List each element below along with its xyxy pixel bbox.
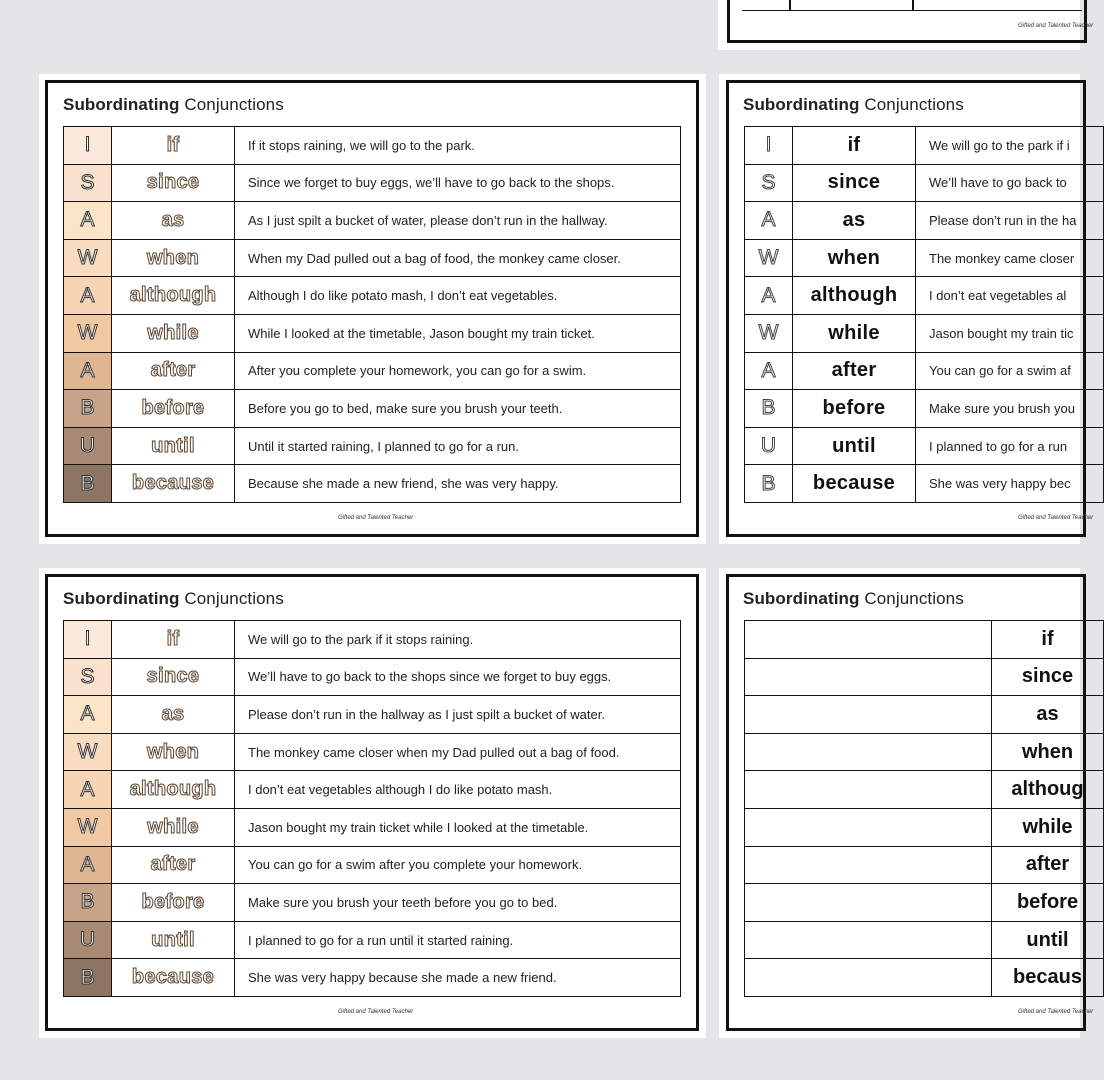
example-sentence: I don’t eat vegetables al — [916, 277, 1104, 315]
table-row — [64, 202, 681, 240]
table-row — [64, 314, 681, 352]
conjunction-word: as — [992, 696, 1104, 734]
table-row — [745, 352, 1104, 390]
blank-answer-cell — [745, 808, 992, 846]
acronym-letter: A — [64, 277, 112, 315]
conjunction-word: while — [992, 808, 1104, 846]
example-sentence: If it stops raining, we will go to the park. — [235, 127, 681, 165]
worksheet-2 — [719, 74, 1094, 544]
conjunction-word: after — [112, 846, 235, 884]
example-sentence: Please don’t run in the hallway as I just spilt a bucket of water. — [235, 696, 681, 734]
example-sentence: When my Dad pulled out a bag of food, the monkey came closer. — [235, 239, 681, 277]
conjunction-word: after — [793, 352, 916, 390]
acronym-letter: B — [64, 390, 112, 428]
acronym-letter: A — [64, 202, 112, 240]
acronym-letter: U — [64, 427, 112, 465]
blank-answer-cell — [745, 921, 992, 959]
acronym-letter: B — [64, 465, 112, 503]
acronym-letter: A — [64, 846, 112, 884]
acronym-letter: S — [745, 164, 793, 202]
table-row — [64, 239, 681, 277]
worksheet-1 — [39, 74, 706, 544]
conjunction-word: until — [112, 427, 235, 465]
worksheet-3 — [39, 568, 706, 1038]
table-row — [745, 164, 1104, 202]
acronym-letter: A — [64, 696, 112, 734]
example-sentence: Please don’t run in the ha — [916, 202, 1104, 240]
conjunction-word: while — [112, 314, 235, 352]
blank-answer-cell — [745, 733, 992, 771]
conjunction-word: after — [992, 846, 1104, 884]
acronym-letter: S — [64, 164, 112, 202]
table-row — [745, 277, 1104, 315]
table-row — [745, 390, 1104, 428]
worksheet-4 — [719, 568, 1094, 1038]
conjunction-table — [63, 620, 681, 997]
conjunction-word: as — [112, 202, 235, 240]
acronym-letter: B — [745, 390, 793, 428]
conjunction-word: before — [112, 390, 235, 428]
acronym-letter: A — [745, 352, 793, 390]
conjunction-word: if — [112, 621, 235, 659]
example-sentence: We’ll have to go back to the shops since we forget to buy eggs. — [235, 658, 681, 696]
acronym-letter: B — [64, 959, 112, 997]
acronym-letter: A — [745, 277, 793, 315]
acronym-letter: I — [745, 127, 793, 165]
conjunction-word: before — [793, 390, 916, 428]
table-row — [745, 658, 1104, 696]
example-sentence: Since we forget to buy eggs, we’ll have to go back to the shops. — [235, 164, 681, 202]
logo-text: Gifted and Talented Teacher — [338, 1009, 414, 1015]
table-row — [64, 959, 681, 997]
logo-text: Gifted and Talented Teacher — [1018, 515, 1094, 521]
table-row — [64, 621, 681, 659]
conjunction-word: since — [793, 164, 916, 202]
example-sentence: We will go to the park if i — [916, 127, 1104, 165]
conjunction-word: since — [112, 658, 235, 696]
example-sentence: Jason bought my train ticket while I looked at the timetable. — [235, 808, 681, 846]
conjunction-table — [63, 126, 681, 503]
example-sentence: I planned to go for a run — [916, 427, 1104, 465]
table-row — [64, 846, 681, 884]
blank-answer-cell — [745, 771, 992, 809]
conjunction-word: although — [112, 771, 235, 809]
conjunction-word: if — [112, 127, 235, 165]
example-sentence: We will go to the park if it stops raining. — [235, 621, 681, 659]
example-sentence: Although I do like potato mash, I don’t eat vegetables. — [235, 277, 681, 315]
example-sentence: While I looked at the timetable, Jason bought my train ticket. — [235, 314, 681, 352]
logo-text: Gifted and Talented Teacher — [1018, 1009, 1094, 1015]
conjunction-word: because — [112, 959, 235, 997]
acronym-letter: A — [64, 771, 112, 809]
acronym-letter: W — [64, 808, 112, 846]
blank-answer-cell — [745, 621, 992, 659]
table-row — [745, 884, 1104, 922]
conjunction-word: until — [112, 921, 235, 959]
acronym-letter: W — [745, 314, 793, 352]
acronym-letter: A — [745, 202, 793, 240]
acronym-letter: W — [745, 239, 793, 277]
table-row — [745, 959, 1104, 997]
blank-answer-cell — [745, 884, 992, 922]
conjunction-word: while — [793, 314, 916, 352]
acronym-letter: W — [64, 733, 112, 771]
acronym-letter: W — [64, 239, 112, 277]
sheet-title: Subordinating Conjunctions — [63, 589, 284, 608]
example-sentence: Make sure you brush you — [916, 390, 1104, 428]
conjunction-word: until — [793, 427, 916, 465]
conjunction-word: until — [992, 921, 1104, 959]
conjunction-word: when — [112, 733, 235, 771]
example-sentence: We’ll have to go back to — [916, 164, 1104, 202]
conjunction-word: becaus — [992, 959, 1104, 997]
conjunction-word: although — [793, 277, 916, 315]
example-sentence: She was very happy bec — [916, 465, 1104, 503]
table-row — [745, 921, 1104, 959]
conjunction-word: before — [992, 884, 1104, 922]
table-row — [64, 352, 681, 390]
partial-sheet-top-right — [718, 0, 1094, 50]
table-row — [745, 314, 1104, 352]
conjunction-word: as — [793, 202, 916, 240]
table-row — [64, 733, 681, 771]
conjunction-word: because — [112, 465, 235, 503]
example-sentence: You can go for a swim after you complete your homework. — [235, 846, 681, 884]
acronym-letter: A — [64, 352, 112, 390]
blank-answer-cell — [745, 959, 992, 997]
matching-table — [744, 620, 1104, 997]
table-row — [64, 921, 681, 959]
example-sentence: I don’t eat vegetables although I do like potato mash. — [235, 771, 681, 809]
acronym-letter: B — [745, 465, 793, 503]
conjunction-word: since — [112, 164, 235, 202]
acronym-letter: I — [64, 127, 112, 165]
example-sentence: Because she made a new friend, she was very happy. — [235, 465, 681, 503]
table-row — [64, 164, 681, 202]
table-row — [64, 658, 681, 696]
example-sentence: Jason bought my train tic — [916, 314, 1104, 352]
sheet-title: Subordinating Conjunctions — [63, 95, 284, 114]
conjunction-word: when — [793, 239, 916, 277]
example-sentence: After you complete your homework, you can go for a swim. — [235, 352, 681, 390]
example-sentence: As I just spilt a bucket of water, please don’t run in the hallway. — [235, 202, 681, 240]
acronym-letter: W — [64, 314, 112, 352]
sheet-title: Subordinating Conjunctions — [743, 589, 964, 608]
example-sentence: I planned to go for a run until it started raining. — [235, 921, 681, 959]
acronym-letter: I — [64, 621, 112, 659]
table-row — [64, 465, 681, 503]
table-row — [745, 696, 1104, 734]
table-row — [745, 202, 1104, 240]
table-row — [745, 808, 1104, 846]
table-row — [745, 621, 1104, 659]
table-row — [64, 696, 681, 734]
conjunction-word: althoug — [992, 771, 1104, 809]
example-sentence: She was very happy because she made a new friend. — [235, 959, 681, 997]
table-row — [64, 127, 681, 165]
conjunction-word: although — [112, 277, 235, 315]
conjunction-word: after — [112, 352, 235, 390]
blank-answer-cell — [745, 658, 992, 696]
conjunction-word: if — [793, 127, 916, 165]
table-row — [745, 239, 1104, 277]
acronym-letter: U — [745, 427, 793, 465]
table-row — [64, 390, 681, 428]
blank-answer-cell — [745, 846, 992, 884]
example-sentence: Until it started raining, I planned to go for a run. — [235, 427, 681, 465]
conjunction-word: when — [992, 733, 1104, 771]
conjunction-table — [744, 126, 1104, 503]
logo-text: Gifted and Talented Teacher — [1018, 23, 1094, 29]
conjunction-word: before — [112, 884, 235, 922]
acronym-letter: B — [64, 884, 112, 922]
conjunction-word: because — [793, 465, 916, 503]
table-row — [64, 427, 681, 465]
table-row — [745, 427, 1104, 465]
conjunction-word: since — [992, 658, 1104, 696]
table-row — [64, 277, 681, 315]
conjunction-word: if — [992, 621, 1104, 659]
example-sentence: You can go for a swim af — [916, 352, 1104, 390]
blank-answer-cell — [745, 696, 992, 734]
example-sentence: Make sure you brush your teeth before you go to bed. — [235, 884, 681, 922]
example-sentence: The monkey came closer when my Dad pulled out a bag of food. — [235, 733, 681, 771]
acronym-letter: S — [64, 658, 112, 696]
conjunction-word: when — [112, 239, 235, 277]
logo-text: Gifted and Talented Teacher — [338, 515, 414, 521]
conjunction-word: while — [112, 808, 235, 846]
table-row — [64, 884, 681, 922]
acronym-letter: U — [64, 921, 112, 959]
sheet-title: Subordinating Conjunctions — [743, 95, 964, 114]
table-row — [745, 465, 1104, 503]
table-row — [64, 808, 681, 846]
example-sentence: The monkey came closer — [916, 239, 1104, 277]
table-row — [64, 771, 681, 809]
conjunction-word: as — [112, 696, 235, 734]
table-row — [745, 846, 1104, 884]
example-sentence: Before you go to bed, make sure you brush your teeth. — [235, 390, 681, 428]
table-row — [745, 733, 1104, 771]
table-row — [745, 127, 1104, 165]
table-row — [745, 771, 1104, 809]
